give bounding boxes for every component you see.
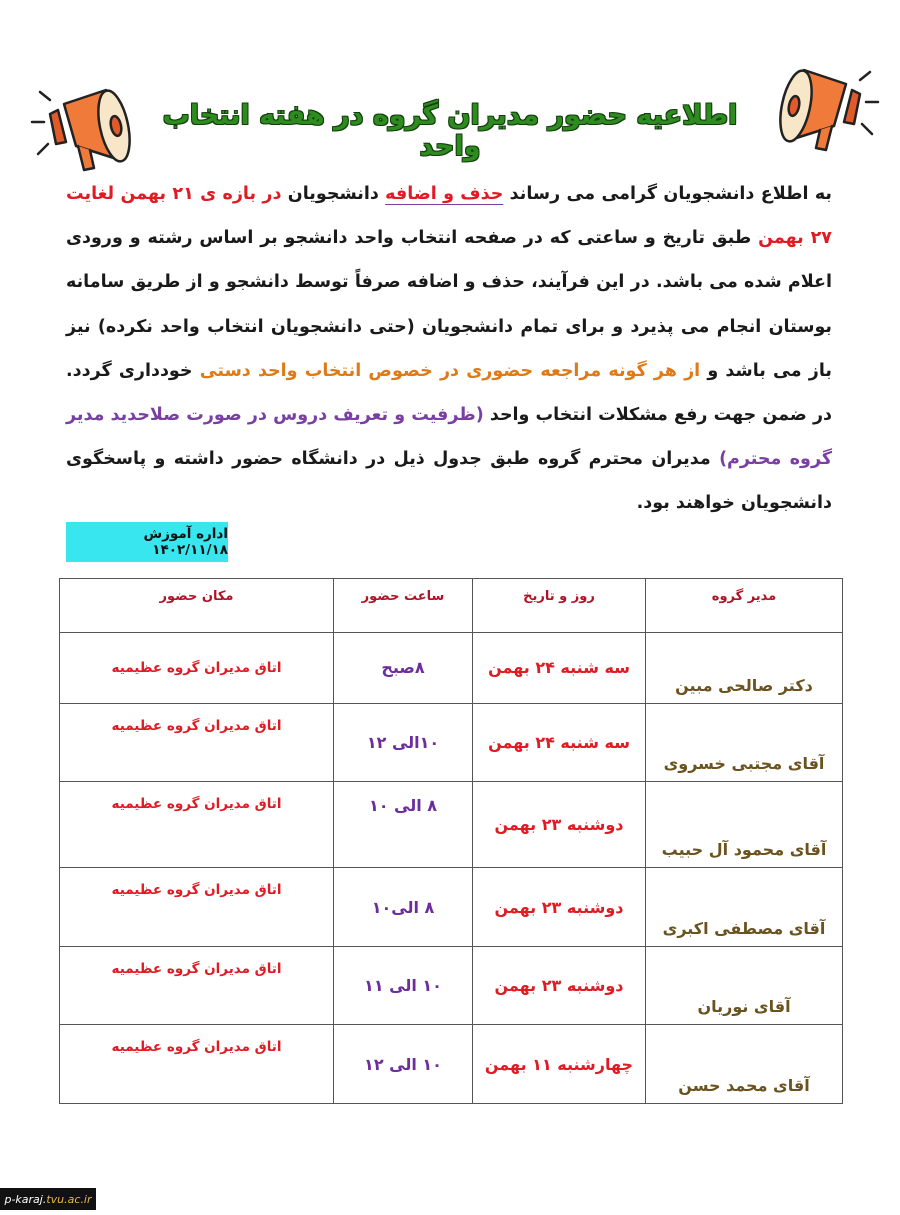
cell-manager: آقای محمود آل حبیب — [646, 782, 843, 868]
cell-date: دوشنبه ۲۳ بهمن — [473, 782, 646, 868]
cell-time: ۱۰ الی ۱۲ — [334, 1025, 473, 1104]
body-text-segment: مدیران محترم گروه طبق جدول ذیل در دانشگاه حضور داشته و پاسخگوی دانشجویان خواهند بود. — [66, 449, 832, 514]
megaphone-icon — [772, 62, 882, 162]
table-row — [60, 946, 843, 1025]
cell-date: سه شنبه ۲۴ بهمن — [473, 703, 646, 782]
cell-place: اتاق مدیران گروه عظیمیه — [60, 703, 334, 782]
header-manager: مدیر گروه — [646, 579, 843, 633]
cell-manager: آقای مجتبی خسروی — [646, 703, 843, 782]
header-place: مکان حضور — [60, 579, 334, 633]
megaphone-icon — [28, 82, 138, 182]
page-title: اطلاعیه حضور مدیران گروه در هفته انتخاب واحد — [162, 100, 738, 162]
announcement-body — [66, 172, 832, 526]
table-row — [60, 1025, 843, 1104]
cell-time: ۸صبح — [334, 633, 473, 704]
website-link[interactable] — [0, 1188, 96, 1210]
cell-place: اتاق مدیران گروه عظیمیه — [60, 868, 334, 947]
body-text-segment: خودداری گردد. در ضمن جهت رفع مشکلات انتخاب واحد — [66, 360, 832, 426]
header-time: ساعت حضور — [334, 579, 473, 633]
table-row — [60, 633, 843, 704]
website-domain: tvu.ac.ir — [46, 1192, 92, 1206]
date-badge: اداره آموزش ۱۴۰۲/۱۱/۱۸ — [66, 522, 228, 562]
cell-place: اتاق مدیران گروه عظیمیه — [60, 782, 334, 868]
cell-place: اتاق مدیران گروه عظیمیه — [60, 633, 334, 704]
highlight-add-drop: حذف و اضافه — [385, 184, 504, 204]
highlight-date-range: در بازه ی ۲۱ بهمن لغایت ۲۷ بهمن — [66, 184, 832, 249]
highlight-no-in-person: از هر گونه مراجعه حضوری در خصوص انتخاب واحد دستی — [199, 360, 701, 381]
cell-time: ۱۰الی ۱۲ — [334, 703, 473, 782]
cell-manager: دکتر صالحی مبین — [646, 633, 843, 704]
table-row — [60, 782, 843, 868]
cell-time: ۱۰ الی ۱۱ — [334, 946, 473, 1025]
cell-date: سه شنبه ۲۴ بهمن — [473, 633, 646, 704]
cell-place: اتاق مدیران گروه عظیمیه — [60, 1025, 334, 1104]
schedule-table — [59, 578, 843, 1104]
cell-date: دوشنبه ۲۳ بهمن — [473, 868, 646, 947]
cell-date: دوشنبه ۲۳ بهمن — [473, 946, 646, 1025]
header-date: روز و تاریخ — [473, 579, 646, 633]
cell-manager: آقای مصطفی اکبری — [646, 868, 843, 947]
highlight-capacity: (ظرفیت و تعریف دروس در صورت صلاحدید مدیر گروه محترم) — [66, 405, 833, 470]
table-row — [60, 868, 843, 947]
cell-place: اتاق مدیران گروه عظیمیه — [60, 946, 334, 1025]
cell-time: ۸ الی ۱۰ — [334, 782, 473, 868]
cell-manager: آقای نوریان — [646, 946, 843, 1025]
website-prefix: p-karaj. — [4, 1192, 47, 1206]
cell-manager: آقای محمد حسن — [646, 1025, 843, 1104]
cell-date: چهارشنبه ۱۱ بهمن — [473, 1025, 646, 1104]
body-text-segment: دانشجویان — [281, 184, 386, 204]
table-row — [60, 703, 843, 782]
table-header-row — [60, 579, 843, 633]
body-text-segment: طبق تاریخ و ساعتی که در صفحه انتخاب واحد دانشجو بر اساس رشته و ورودی اعلام شده می باشد. در این فرآیند، حذف و اضافه صرفاً توسط دانشجو و از طریق سامانه بوستان انجام می پذیرد و برای تمام دانشجویان (حتی دانشجویان انتخاب واحد نکرده) نیز باز می باشد و — [66, 228, 833, 381]
body-text-segment: به اطلاع دانشجویان گرامی می رساند — [503, 184, 832, 204]
cell-time: ۸ الی۱۰ — [334, 868, 473, 947]
